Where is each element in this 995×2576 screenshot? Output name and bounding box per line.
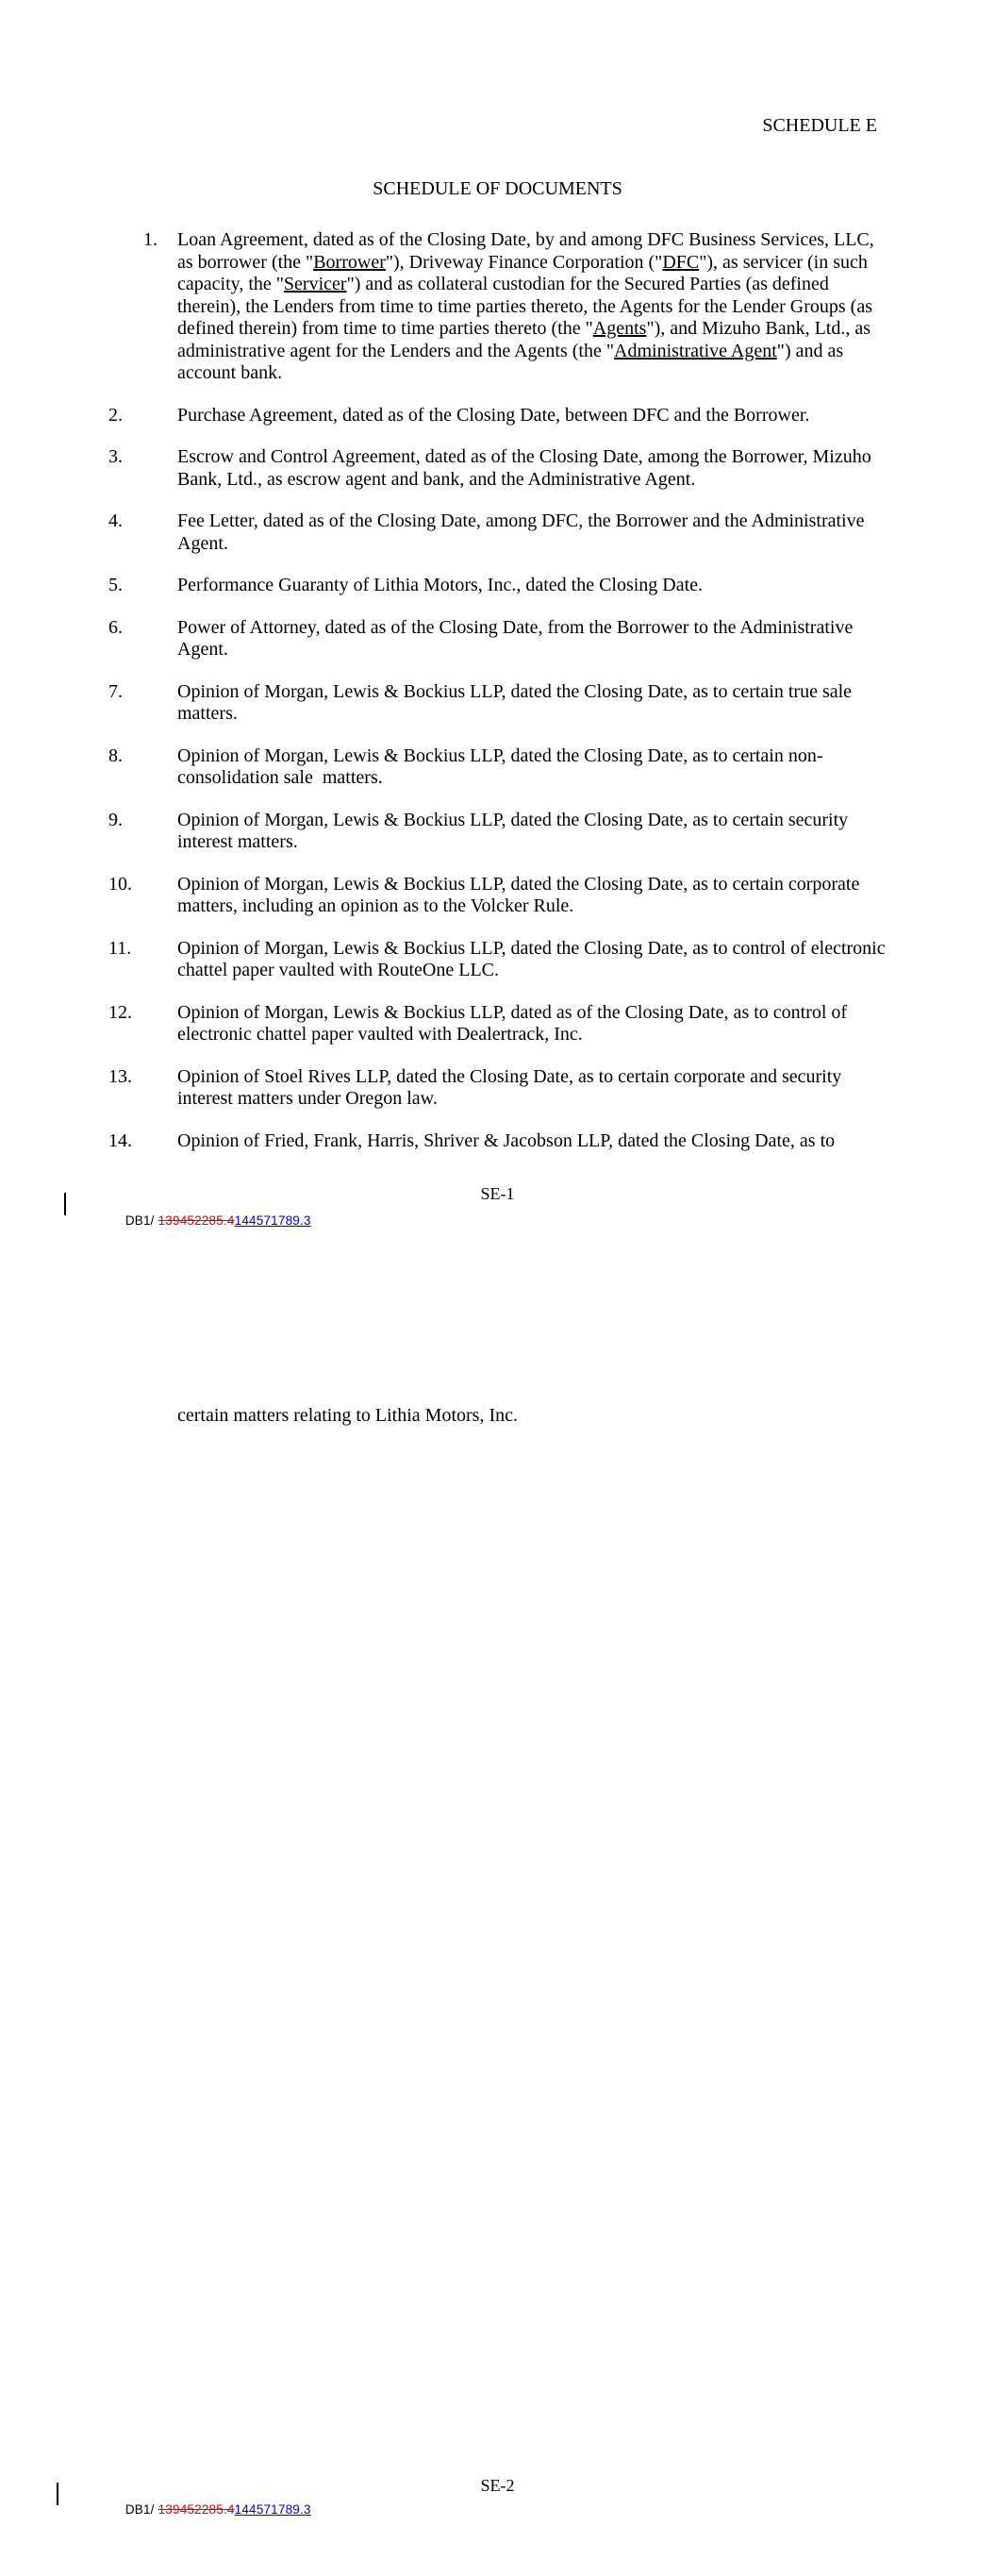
item-number: 1.: [143, 229, 158, 250]
item-number: 11.: [108, 937, 132, 959]
text-run: ") and as account bank.: [177, 340, 849, 383]
text-run: "), Driveway Finance Corporation (": [385, 251, 663, 273]
list-item: [108, 229, 887, 385]
item-text: [177, 681, 887, 726]
list-item: [108, 1002, 887, 1046]
defined-term: Borrower: [313, 251, 386, 273]
list-item: [108, 510, 887, 555]
inserted-doc-number: 144571789.3: [234, 2502, 311, 2517]
defined-term: Agents: [592, 318, 647, 339]
item-number: 9.: [108, 809, 123, 830]
schedule-letter-label: SCHEDULE E: [762, 115, 877, 136]
defined-term: Administrative Agent: [614, 340, 777, 361]
item-text: [177, 937, 890, 982]
list-item: [108, 405, 887, 427]
item-number: 2.: [108, 404, 123, 426]
item-number: 4.: [108, 510, 123, 531]
text-run: Opinion of Stoel Rives LLP, dated the Closing Date, as to certain corporate and security interest matters under Oregon law.: [177, 1065, 847, 1109]
text-run: Opinion of Morgan, Lewis & Bockius LLP, dated the Closing Date, as to certain corporate matters, including an opinion as to the Volcker Rule.: [177, 873, 865, 916]
item-number: 3.: [108, 446, 123, 467]
text-run: "), and Mizuho Bank, Ltd., as administrative agent for the Lenders and the Agents (the ": [177, 318, 876, 361]
item-number: 10.: [108, 873, 132, 895]
item-number: 14.: [108, 1129, 132, 1151]
doc-id-prefix: DB1/: [124, 1213, 158, 1228]
item-number: 5.: [108, 575, 123, 595]
item-text: [177, 229, 887, 385]
item-text: [177, 1130, 887, 1153]
document-list: [108, 229, 890, 1172]
item-text: [177, 810, 887, 854]
item-number: 6.: [108, 616, 123, 638]
text-run: Power of Attorney, dated as of the Closing Date, from the Borrower to the Administrative Agent.: [177, 616, 857, 660]
page-number-label: SE-2: [480, 2476, 515, 2495]
item-text: [177, 1066, 887, 1111]
text-run: Fee Letter, dated as of the Closing Date, among DFC, the Borrower and the Administrative Agent.: [177, 510, 869, 554]
list-item: [108, 874, 887, 918]
doc-id-prefix: DB1/: [124, 2502, 158, 2517]
list-item: [108, 745, 887, 790]
text-run: Opinion of Fried, Frank, Harris, Shriver & Jacobson LLP, dated the Closing Date, as to: [177, 1129, 836, 1151]
item-number: 12.: [108, 1001, 132, 1023]
deleted-doc-number: 139452285.4: [158, 1213, 235, 1228]
inserted-doc-number: 144571789.3: [234, 1213, 311, 1228]
page-number-label: SE-1: [480, 1184, 515, 1203]
text-run: Opinion of Morgan, Lewis & Bockius LLP, dated the Closing Date, as to certain true sale matters.: [177, 680, 857, 724]
list-item: [108, 937, 890, 982]
item-text: [177, 1002, 887, 1046]
item-text: [177, 874, 887, 918]
item-text: [177, 510, 887, 555]
text-run: Opinion of Morgan, Lewis & Bockius LLP, dated the Closing Date, as to certain security interest matters.: [177, 809, 854, 852]
text-run: "), as servicer (in such capacity, the ": [177, 251, 872, 294]
item-number: 8.: [108, 744, 123, 766]
list-item: [108, 810, 887, 854]
text-run: Opinion of Morgan, Lewis & Bockius LLP, dated the Closing Date, as to control of electronic chattel paper vaulted with RouteOne LLC.: [177, 937, 890, 980]
text-run: Loan Agreement, dated as of the Closing Date, by and among DFC Business Services, LLC, as borrower (the ": [177, 229, 879, 273]
text-run: Opinion of Morgan, Lewis & Bockius LLP, dated the Closing Date, as to certain non-consolidation sale matters.: [177, 744, 823, 788]
text-run: Escrow and Control Agreement, dated as of the Closing Date, among the Borrower, Mizuho Bank, Ltd., as escrow agent and bank, and the Administrative Agent.: [177, 446, 876, 490]
list-item: [108, 575, 887, 597]
list-item: [108, 617, 887, 661]
text-run: ") and as collateral custodian for the Secured Parties (as defined therein), the Lenders from time to time parties thereto, the Agents for the Lender Groups (as defined therein) from time to time parties thereto (the ": [177, 274, 877, 339]
item-text: [177, 745, 887, 790]
defined-term: DFC: [662, 251, 700, 273]
item-number: 13.: [108, 1065, 132, 1087]
list-item: [108, 681, 887, 726]
item-text: [177, 405, 887, 427]
list-item: [108, 446, 887, 491]
item-number: 7.: [108, 680, 123, 702]
item-text: [177, 446, 887, 491]
page-title: SCHEDULE OF DOCUMENTS: [373, 178, 622, 199]
deleted-doc-number: 139452285.4: [158, 2502, 235, 2517]
list-item: [108, 1130, 887, 1153]
document-id-line: [110, 1199, 311, 1242]
item-14-continuation-text: certain matters relating to Lithia Motors, Inc.: [177, 1405, 518, 1426]
defined-term: Servicer: [283, 274, 347, 294]
text-run: Purchase Agreement, dated as of the Closing Date, between DFC and the Borrower.: [177, 404, 810, 426]
list-item: [108, 1066, 887, 1111]
item-text: [177, 575, 887, 597]
text-run: Performance Guaranty of Lithia Motors, Inc., dated the Closing Date.: [177, 575, 704, 595]
item-text: [177, 617, 887, 661]
text-run: Opinion of Morgan, Lewis & Bockius LLP, dated as of the Closing Date, as to control of electronic chattel paper vaulted with Dealertrack, Inc.: [177, 1001, 853, 1045]
